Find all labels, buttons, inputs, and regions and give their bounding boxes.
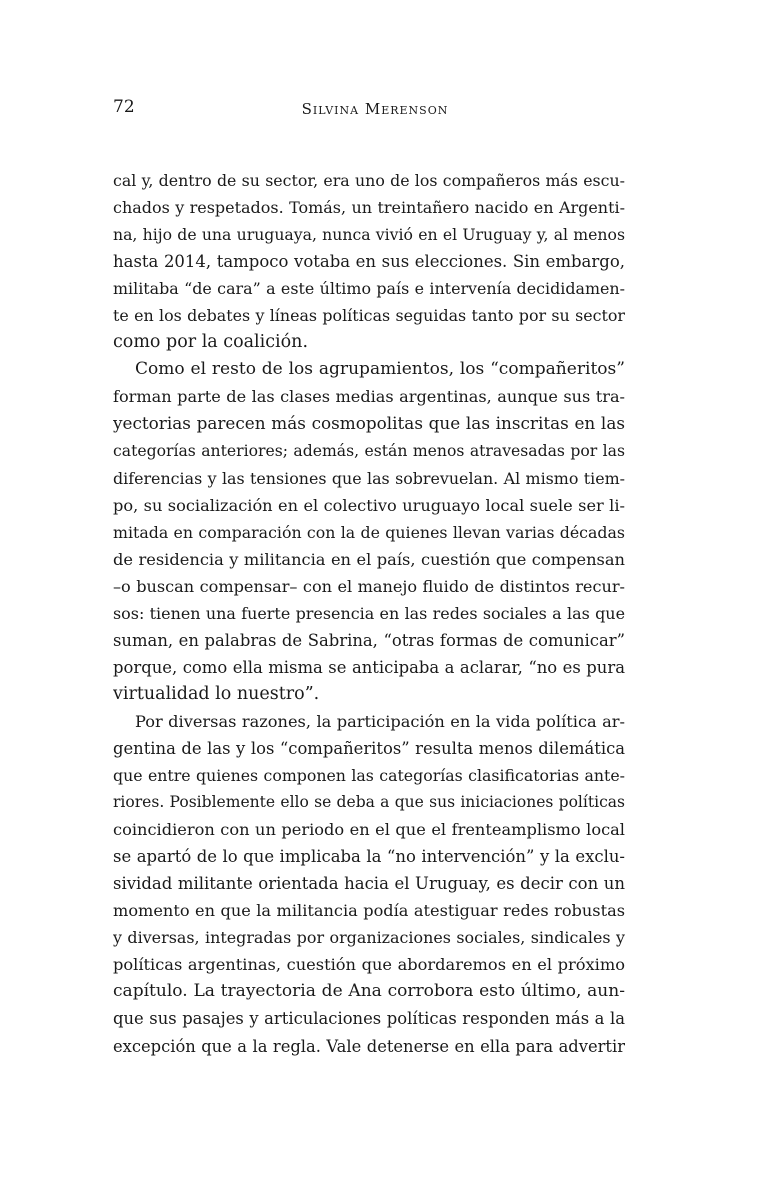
text-line: como por la coalición. (113, 332, 309, 353)
text-line: sos: tienen una fuerte presencia en las redes sociales a las que (113, 603, 625, 623)
text-line: te en los debates y líneas políticas seguidas tanto por su sector (113, 306, 625, 326)
text-line: momento en que la militancia podía atestiguar redes robustas (113, 901, 625, 921)
running-head: Silvina Merenson (301, 100, 449, 118)
text-line: forman parte de las clases medias argentinas, aunque sus tra- (113, 387, 625, 407)
text-line: militaba “de cara” a este último país e intervenía decididamen- (113, 279, 625, 299)
text-line: hasta 2014, tampoco votaba en sus elecciones. Sin embargo, (113, 252, 625, 272)
text-line: políticas argentinas, cuestión que abordaremos en el próximo (113, 955, 625, 975)
text-line: se apartó de lo que implicaba la “no intervención” y la exclu- (113, 847, 625, 867)
text-line: excepción que a la regla. Vale detenerse en ella para advertir (113, 1036, 625, 1056)
text-line: yectorias parecen más cosmopolitas que las inscritas en las (113, 413, 625, 434)
text-line: po, su socialización en el colectivo uruguayo local suele ser li- (113, 495, 625, 515)
text-line: que entre quienes componen las categorías clasificatorias ante- (113, 766, 625, 786)
text-line: suman, en palabras de Sabrina, “otras formas de comunicar” (113, 630, 625, 650)
text-line: gentina de las y los “compañeritos” resulta menos dilemática (113, 738, 625, 758)
text-line: chados y respetados. Tomás, un treintañero nacido en Argenti- (113, 198, 625, 218)
text-line: porque, como ella misma se anticipaba a aclarar, “no es pura (113, 657, 625, 677)
body-text (113, 167, 625, 1060)
text-line: na, hijo de una uruguaya, nunca vivió en el Uruguay y, al menos (113, 225, 625, 245)
text-line: diferencias y las tensiones que las sobrevuelan. Al mismo tiem- (113, 468, 625, 488)
text-line: que sus pasajes y articulaciones políticas responden más a la (113, 1009, 625, 1029)
text-line: mitada en comparación con la de quienes llevan varias décadas (113, 522, 625, 542)
text-line: riores. Posiblemente ello se deba a que sus iniciaciones políticas (113, 793, 625, 812)
text-line: y diversas, integradas por organizaciones sociales, sindicales y (113, 928, 625, 948)
text-line: de residencia y militancia en el país, cuestión que compensan (113, 549, 625, 569)
text-line: coincidieron con un periodo en el que el frenteamplismo local (113, 820, 625, 840)
text-line: virtualidad lo nuestro”. (113, 683, 320, 704)
page-number: 72 (113, 97, 135, 117)
text-line: cal y, dentro de su sector, era uno de los compañeros más escu- (113, 171, 625, 190)
text-line: categorías anteriores; además, están menos atravesadas por las (113, 441, 625, 461)
text-line: –o buscan compensar– con el manejo fluido de distintos recur- (113, 576, 625, 596)
text-line: sividad militante orientada hacia el Uruguay, es decir con un (113, 874, 625, 894)
text-line: capítulo. La trayectoria de Ana corrobora esto último, aun- (113, 981, 625, 1002)
text-line: Como el resto de los agrupamientos, los “compañeritos” (135, 359, 625, 380)
text-line: Por diversas razones, la participación en la vida política ar- (135, 711, 625, 731)
